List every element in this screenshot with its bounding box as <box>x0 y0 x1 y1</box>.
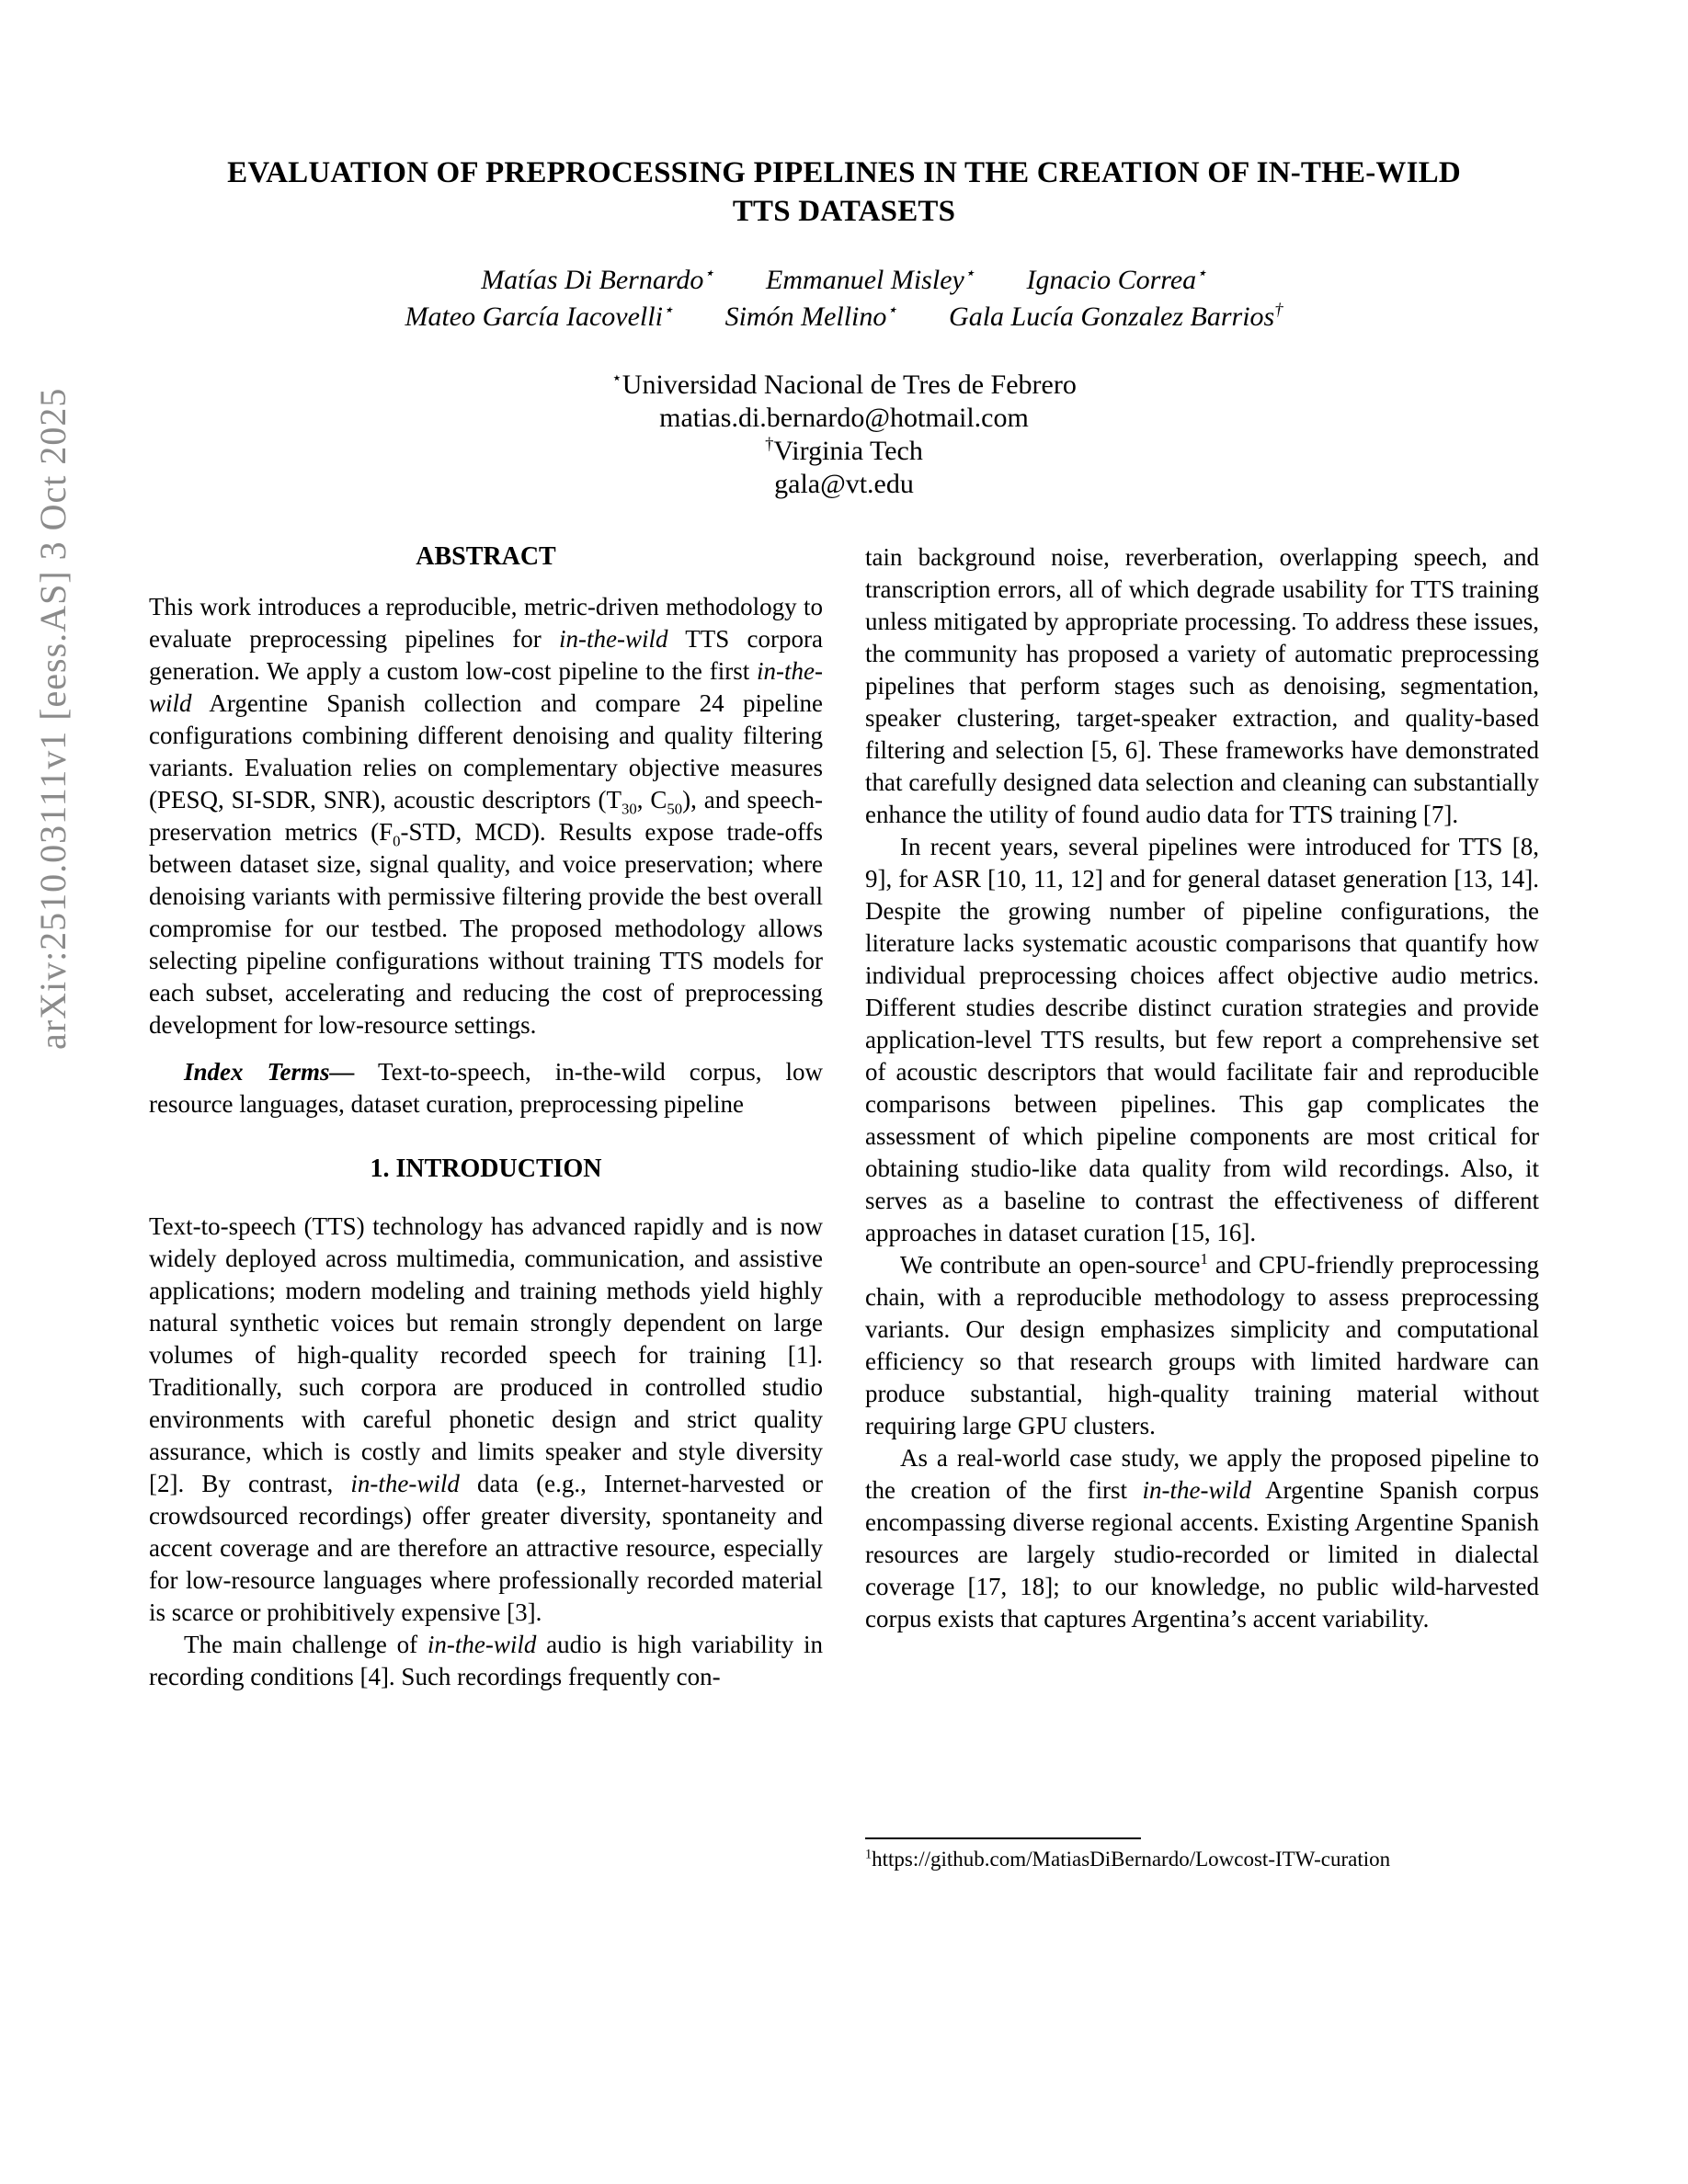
footnote-text <box>865 1847 1539 1872</box>
author-affiliation-marker: ⋆ <box>662 301 674 321</box>
author-name <box>405 299 673 336</box>
affiliation-text: Universidad Nacional de Tres de Febrero <box>622 370 1077 401</box>
author-name-text: Emmanuel Misley <box>766 265 964 296</box>
author-affiliation-marker: ⋆ <box>1196 264 1207 284</box>
body-paragraph-3: We contribute an open-source$^1$ and CPU-friendly preprocessing chain, with a reproducible methodology to assess preprocessing variants. Our design emphasizes simplicity and computational efficiency so that research groups with limited hardware can produce substantial, high-quality training material without requiring large GPU clusters. <box>865 1250 1539 1440</box>
author-name <box>1026 262 1206 299</box>
index-terms <box>149 1056 823 1120</box>
email-text: matias.di.bernardo@hotmail.com <box>659 403 1029 434</box>
index-terms-label: Index Terms— <box>184 1058 355 1086</box>
arxiv-watermark: arXiv:2510.03111v1 [eess.AS] 3 Oct 2025 <box>32 387 74 1050</box>
affiliation-text: Virginia Tech <box>773 436 923 467</box>
affiliations <box>0 369 1688 501</box>
body-paragraph-1: tain background noise, reverberation, overlapping speech, and transcription errors, all of which degrade usability for TTS training unless mitigated by appropriate processing. To address these issues, the community has proposed a variety of automatic preprocessing pipelines that perform stages such as denoising, segmentation, speaker clustering, target-speaker extraction, and quality-based filtering and selection [5, 6]. These frameworks have demonstrated that carefully designed data selection and cleaning can substantially enhance the utility of found audio data for TTS training [7]. <box>865 543 1539 829</box>
footnote-marker: 1 <box>865 1847 873 1862</box>
index-terms-text: Text-to-speech, in-the-wild corpus, low resource languages, dataset curation, preprocessing pipeline <box>149 1058 823 1119</box>
contact-email <box>0 468 1688 501</box>
author-row-1 <box>0 262 1688 299</box>
introduction-heading: 1. INTRODUCTION <box>370 1155 602 1184</box>
footnote-rule <box>865 1837 1141 1839</box>
body-paragraph-2: In recent years, several pipelines were introduced for TTS [8, 9], for ASR [10, 11, 12] and for general dataset generation [13, 14]. Despite the growing number of pipeline configurations, the literature lacks systematic acoustic comparisons that quantify how individual preprocessing choices affect objective audio metrics. Different studies describe distinct curation strategies and provide application-level TTS results, but few report a comprehensive set of acoustic descriptors that would facilitate fair and reproducible comparisons between pipelines. This gap complicates the assessment of which pipeline components are most critical for obtaining studio-like data quality from wild recordings. Also, it serves as a baseline to contrast the effectiveness of different approaches in dataset curation [15, 16]. <box>865 833 1539 1247</box>
author-name-text: Matías Di Bernardo <box>481 265 704 296</box>
author-name-text: Mateo García Iacovelli <box>405 301 663 333</box>
author-name <box>949 299 1283 336</box>
left-column <box>149 541 823 1872</box>
paper-title-line2: TTS DATASETS <box>732 194 956 228</box>
author-name-text: Gala Lucía Gonzalez Barrios <box>949 301 1275 333</box>
author-name <box>766 262 975 299</box>
paper-title-line1: EVALUATION OF PREPROCESSING PIPELINES IN THE CREATION OF IN-THE-WILD <box>227 156 1461 189</box>
author-name <box>725 299 897 336</box>
paper-title <box>0 154 1688 231</box>
intro-paragraph-1: Text-to-speech (TTS) technology has advanced rapidly and is now widely deployed across multimedia, communication, and assistive applications; modern modeling and training methods yield highly natural synthetic voices but remain strongly dependent on large volumes of high-quality recorded speech for training [1]. Traditionally, such corpora are produced in controlled studio environments with careful phonetic design and strict quality assurance, which is costly and limits speaker and style diversity [2]. By contrast, in-the-wild data (e.g., Internet-harvested or crowdsourced recordings) offer greater diversity, spontaneity and accent coverage and are therefore an attractive resource, especially for low-resource languages where professionally recorded material is scarce or prohibitively expensive [3]. <box>149 1212 823 1627</box>
abstract-heading: ABSTRACT <box>416 542 556 572</box>
two-column-body <box>0 541 1688 1872</box>
column-spacer <box>865 1635 1539 1837</box>
affiliation-marker: † <box>765 435 774 455</box>
abstract-text: This work introduces a reproducible, metric-driven methodology to evaluate preprocessing pipelines for in-the-wild TTS corpora generation. We apply a custom low-cost pipeline to the first in-the-wild Argentine Spanish collection and compare 24 pipeline configurations combining different denoising and quality filtering variants. Evaluation relies on complementary objective measures (PESQ, SI-SDR, SNR), acoustic descriptors ($T_{30}$, $C_{50}$), and speech-preservation metrics ($F_0$-STD, MCD). Results expose trade-offs between dataset size, signal quality, and voice preservation; where denoising variants with permissive filtering provide the best overall compromise for our testbed. The proposed methodology allows selecting pipeline configurations without training TTS models for each subset, accelerating and reducing the cost of preprocessing development for low-resource settings. <box>149 593 823 1040</box>
footnote <box>865 1837 1539 1872</box>
affiliation-line <box>0 435 1688 468</box>
body-paragraph-4: As a real-world case study, we apply the proposed pipeline to the creation of the first in-the-wild Argentine Spanish corpus encompassing diverse regional accents. Existing Argentine Spanish resources are largely studio-recorded or limited in dialectal coverage [17, 18]; to our knowledge, no public wild-harvested corpus exists that captures Argentina’s accent variability. <box>865 1444 1539 1633</box>
intro-paragraph-2: The main challenge of in-the-wild audio is high variability in recording conditions [4]. Such recordings frequently con- <box>149 1631 823 1691</box>
affiliation-line <box>0 369 1688 402</box>
author-affiliation-marker: † <box>1274 301 1283 321</box>
author-list <box>0 262 1688 336</box>
footnote-url[interactable]: https://github.com/MatiasDiBernardo/Lowcost-ITW-curation <box>872 1848 1391 1871</box>
author-row-2 <box>0 299 1688 336</box>
affiliation-marker: ⋆ <box>611 369 622 389</box>
author-affiliation-marker: ⋆ <box>886 301 898 321</box>
author-name-text: Ignacio Correa <box>1026 265 1197 296</box>
paper-header <box>0 0 1688 501</box>
author-affiliation-marker: ⋆ <box>703 264 715 284</box>
email-text: gala@vt.edu <box>774 469 914 500</box>
right-column <box>865 541 1539 1872</box>
author-affiliation-marker: ⋆ <box>964 264 975 284</box>
author-name-text: Simón Mellino <box>724 301 887 333</box>
contact-email <box>0 402 1688 435</box>
author-name <box>481 262 714 299</box>
